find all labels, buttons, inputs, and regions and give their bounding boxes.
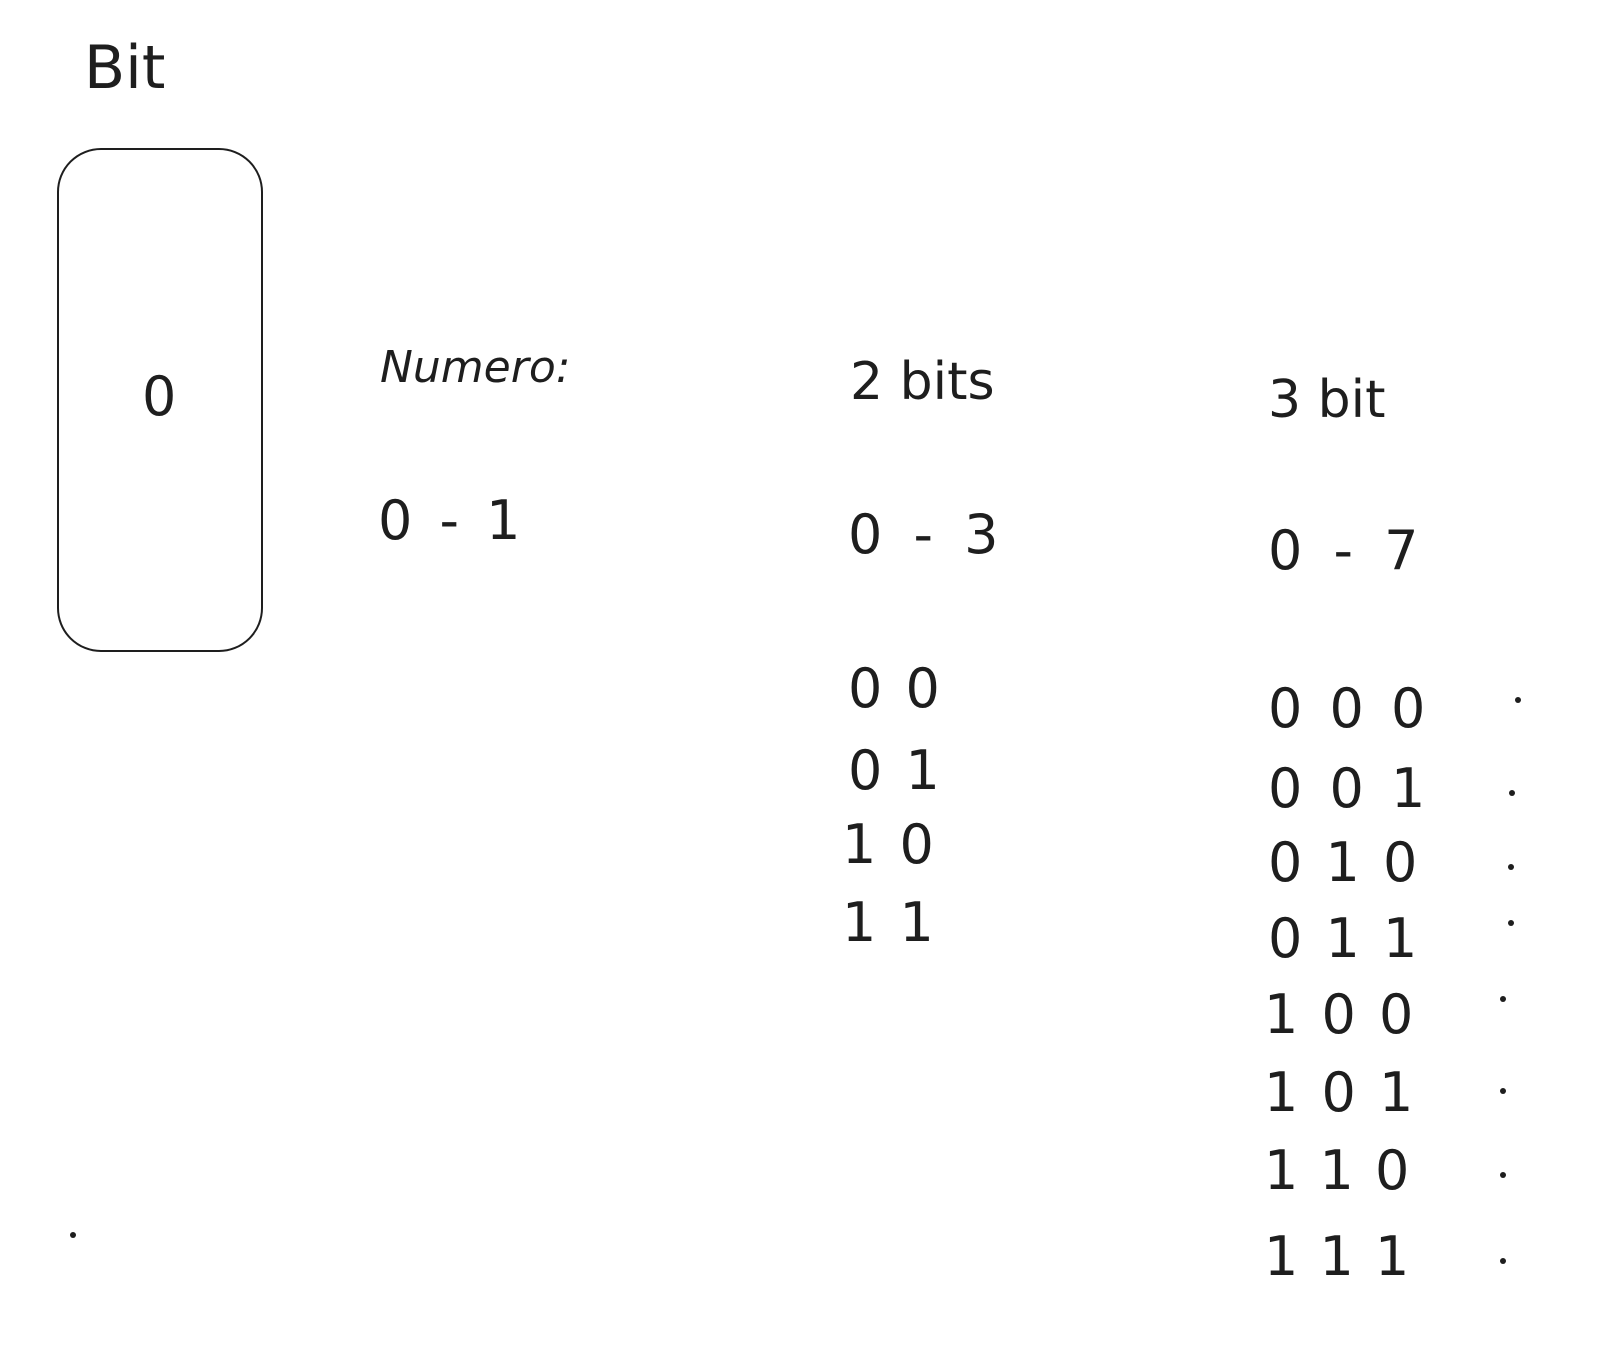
bit-title: Bit (84, 33, 166, 103)
col3-row-2: 0 1 0 (1268, 831, 1418, 894)
col3-row-3: 0 1 1 (1268, 907, 1418, 970)
col2-row-1: 0 1 (848, 739, 940, 802)
stray-dot (1508, 864, 1514, 870)
col3-row-4: 1 0 0 (1264, 983, 1414, 1046)
col3-row-6: 1 1 0 (1264, 1139, 1410, 1202)
stray-dot (1500, 1088, 1506, 1094)
stray-dot (1500, 1172, 1506, 1178)
stray-dot (1500, 1258, 1506, 1264)
col3-heading: 3 bit (1268, 370, 1386, 430)
col2-row-0: 0 0 (848, 657, 940, 720)
col3-row-0: 0 0 0 (1268, 677, 1426, 740)
col3-range: 0 - 7 (1268, 519, 1419, 582)
col3-row-1: 0 0 1 (1268, 757, 1426, 820)
stray-dot (1515, 697, 1521, 703)
col3-row-5: 1 0 1 (1264, 1061, 1414, 1124)
col2-heading: 2 bits (850, 352, 995, 412)
stray-dot (70, 1232, 76, 1238)
col2-row-3: 1 1 (842, 891, 934, 954)
col1-heading: Numero: (380, 342, 571, 393)
stray-dot (1508, 920, 1514, 926)
stray-dot (1500, 996, 1506, 1002)
col1-range: 0 - 1 (378, 489, 521, 552)
col2-row-2: 1 0 (842, 813, 934, 876)
bit-box-value: 0 (142, 365, 177, 428)
col3-row-7: 1 1 1 (1264, 1225, 1410, 1288)
col2-range: 0 - 3 (848, 503, 999, 566)
stray-dot (1509, 790, 1515, 796)
